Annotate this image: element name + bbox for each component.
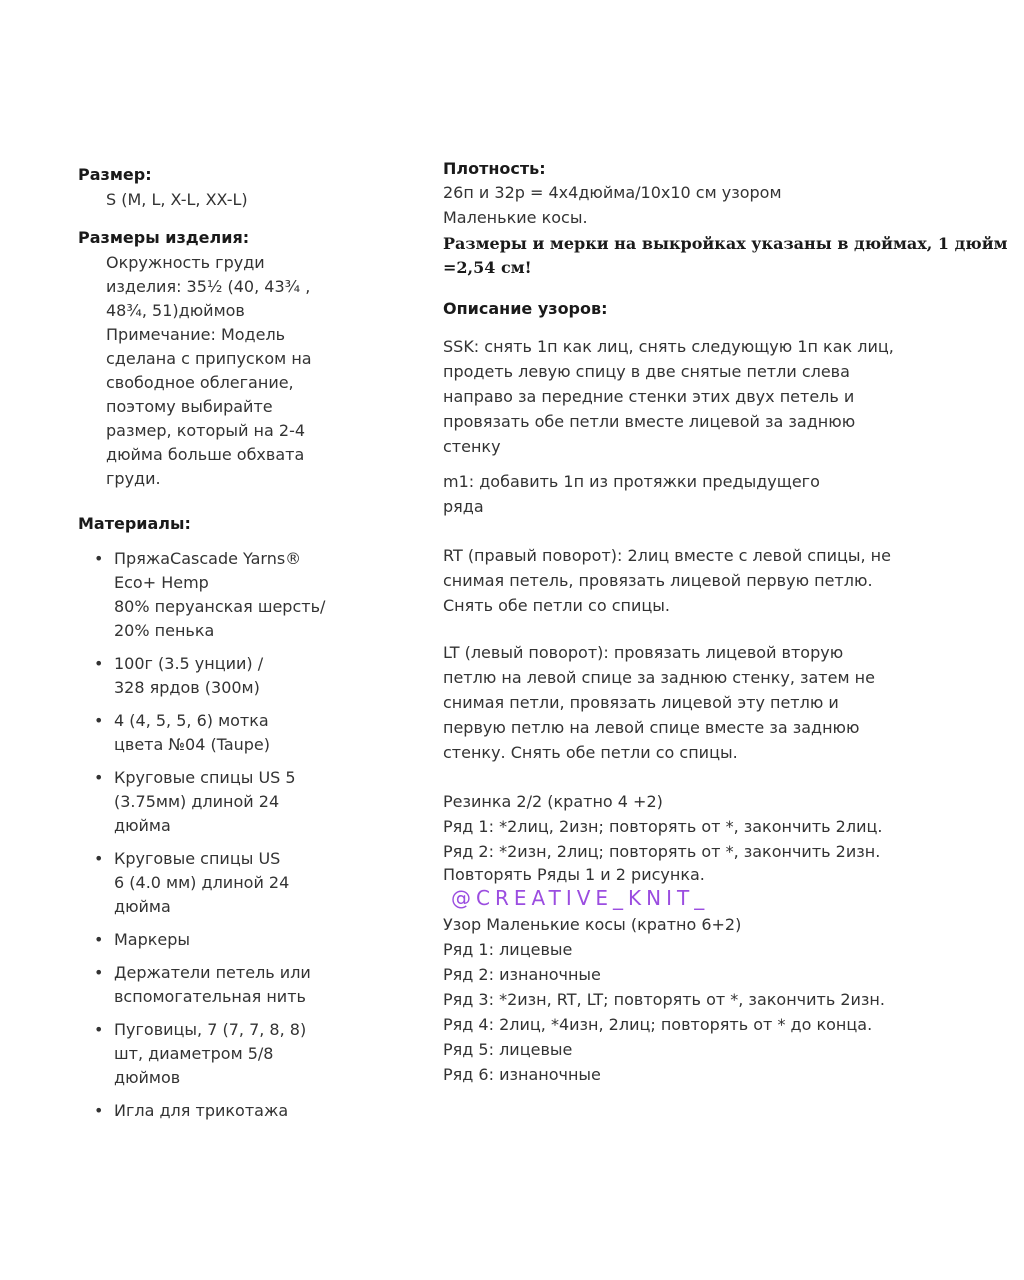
cables-row: Ряд 1: лицевые (443, 940, 573, 959)
cables-row: Ряд 2: изнаночные (443, 965, 601, 984)
materials-item (78, 1099, 378, 1123)
cables-row: Ряд 5: лицевые (443, 1040, 573, 1059)
materials-item (78, 847, 378, 919)
materials-item (78, 766, 378, 838)
bullet-icon: • (94, 711, 104, 730)
bullet-icon: • (94, 963, 104, 982)
gauge-line-2: Маленькие косы. (443, 208, 588, 227)
right-column (443, 158, 1008, 1087)
materials-item (78, 1018, 378, 1090)
materials-item-text: Круговые спицы US 6 (4.0 мм) длиной 24 дюйма (114, 849, 290, 916)
ribbing-repeat: Повторять Ряды 1 и 2 рисунка. (443, 865, 705, 884)
materials-item-text: Держатели петель или вспомогательная нить (114, 963, 311, 1006)
bullet-icon: • (94, 1101, 104, 1120)
cables-row: Ряд 4: 2лиц, *4изн, 2лиц; повторять от * до конца. (443, 1015, 873, 1034)
materials-item (78, 961, 378, 1009)
materials-item (78, 652, 378, 700)
materials-item-text: 4 (4, 5, 5, 6) мотка цвета №04 (Taupe) (114, 711, 271, 754)
ribbing-title: Резинка 2/2 (кратно 4 +2) (443, 792, 663, 811)
ssk-description: SSK: снять 1п как лиц, снять следующую 1п как лиц, продеть левую спицу в две снятые петли слева направо за передние стенки этих двух петель и провязать обе петли вместе лицевой за заднюю стенку (443, 337, 894, 456)
materials-heading: Материалы: (78, 514, 191, 533)
bullet-icon: • (94, 654, 104, 673)
bullet-icon: • (94, 849, 104, 868)
rt-description: RT (правый поворот): 2лиц вместе с левой спицы, не снимая петель, провязать лицевой первую петлю. Снять обе петли со спицы. (443, 546, 891, 615)
bullet-icon: • (94, 1020, 104, 1039)
bullet-icon: • (94, 768, 104, 787)
materials-item (78, 928, 378, 952)
materials-item-text: Маркеры (114, 930, 191, 949)
lt-description: LT (левый поворот): провязать лицевой вторую петлю на левой спице за заднюю стенку, затем не снимая петли, провязать лицевой эту петлю и первую петлю на левой спице вместе за заднюю стенку. Снять обе петли со спицы. (443, 643, 875, 762)
bullet-icon: • (94, 549, 104, 568)
materials-item-text: Пуговицы, 7 (7, 7, 8, 8) шт, диаметром 5/8 дюймов (114, 1020, 307, 1087)
materials-item-text: ПряжаCascade Yarns® Eco+ Hemp 80% перуанская шерсть/ 20% пенька (114, 549, 326, 640)
patterns-heading: Описание узоров: (443, 299, 608, 318)
garment-heading: Размеры изделия: (78, 228, 250, 247)
left-column (78, 164, 378, 1132)
size-heading: Размер: (78, 165, 152, 184)
materials-item (78, 547, 378, 643)
materials-item (78, 709, 378, 757)
m1-description: m1: добавить 1п из протяжки предыдущего ряда (443, 472, 820, 516)
cables-row: Ряд 3: *2изн, RT, LT; повторять от *, закончить 2изн. (443, 990, 885, 1009)
materials-item-text: 100г (3.5 унции) / 328 ярдов (300м) (114, 654, 264, 697)
gauge-note: Размеры и мерки на выкройках указаны в дюймах, 1 дюйм =2,54 см! (443, 234, 1008, 277)
materials-list (78, 547, 378, 1123)
materials-item-text: Игла для трикотажа (114, 1101, 289, 1120)
cables-row: Ряд 6: изнаночные (443, 1065, 601, 1084)
ribbing-row-1: Ряд 1: *2лиц, 2изн; повторять от *, закончить 2лиц. (443, 817, 883, 836)
cables-title: Узор Маленькие косы (кратно 6+2) (443, 915, 742, 934)
garment-body: Окружность груди изделия: 35½ (40, 43¾ , 48¾, 51)дюймов Примечание: Модель сделана с припуском на свободное облегание, поэтому выбирайте размер, который на 2-4 дюйма больше обхвата груди. (106, 253, 312, 488)
size-value: S (M, L, X-L, XX-L) (106, 190, 248, 209)
watermark-handle: @CREATIVE_KNIT_ (451, 886, 710, 910)
materials-item-text: Круговые спицы US 5 (3.75мм) длиной 24 дюйма (114, 768, 296, 835)
bullet-icon: • (94, 930, 104, 949)
ribbing-row-2: Ряд 2: *2изн, 2лиц; повторять от *, закончить 2изн. (443, 842, 881, 861)
gauge-heading: Плотность: (443, 159, 546, 178)
gauge-line-1: 26п и 32р = 4х4дюйма/10x10 см узором (443, 183, 782, 202)
